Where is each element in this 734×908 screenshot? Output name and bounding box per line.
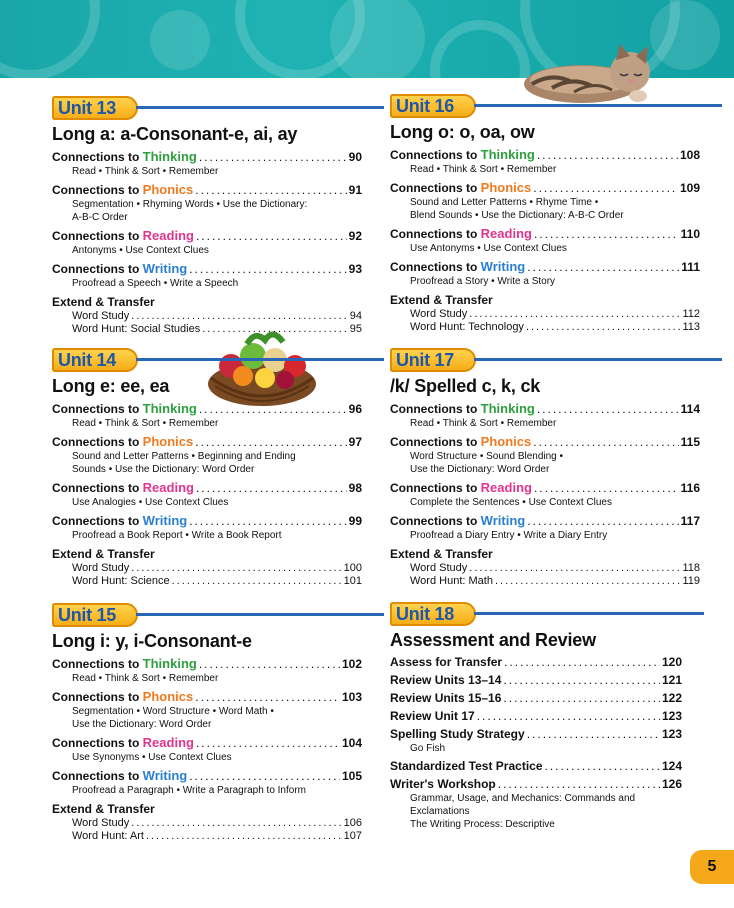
unit-tab: Unit 18 [390, 602, 476, 626]
toc-row[interactable]: Connections to Reading ..... 110 [390, 226, 700, 241]
swirl-decoration [0, 0, 100, 78]
circle-decoration [330, 0, 425, 78]
toc-row[interactable]: Connections to Thinking ..... 114 [390, 401, 700, 416]
unit-rows [390, 401, 700, 587]
toc-row[interactable]: Review Unit 17 ..... 123 [390, 709, 682, 723]
unit-tab: Unit 15 [52, 603, 138, 627]
unit-title: Assessment and Review [390, 630, 596, 650]
extend-heading: Extend & Transfer [52, 547, 155, 561]
toc-subtext: Proofread a Diary Entry • Write a Diary Entry [410, 530, 608, 541]
toc-row[interactable]: Review Units 15–16 ..... 122 [390, 691, 682, 705]
toc-subrow[interactable]: Word Study ..... 94 [72, 310, 362, 322]
toc-row[interactable]: Connections to Writing ..... 105 [52, 768, 362, 783]
toc-row[interactable]: Connections to Writing ..... 99 [52, 513, 362, 528]
toc-subrow[interactable]: Word Hunt: Math ..... 119 [410, 575, 700, 587]
toc-row[interactable]: Connections to Thinking ..... 102 [52, 656, 362, 671]
unit-title: Long i: y, i-Consonant-e [52, 631, 252, 651]
unit-rows [390, 147, 700, 333]
page-number: 5 [690, 850, 734, 884]
toc-row[interactable]: Writer's Workshop ..... 126 [390, 777, 682, 791]
toc-row[interactable]: Connections to Phonics ..... 91 [52, 182, 362, 197]
toc-row[interactable]: Connections to Phonics ..... 103 [52, 689, 362, 704]
toc-subrow[interactable]: Word Hunt: Art ..... 107 [72, 830, 362, 842]
unit-tab: Unit 16 [390, 94, 476, 118]
toc-subtext: Read • Think & Sort • Remember [410, 418, 557, 429]
toc-row[interactable]: Connections to Thinking ..... 96 [52, 401, 362, 416]
circle-decoration [150, 10, 210, 70]
toc-subrow[interactable]: Word Study ..... 106 [72, 817, 362, 829]
toc-row[interactable]: Connections to Writing ..... 93 [52, 261, 362, 276]
toc-row[interactable]: Connections to Writing ..... 111 [390, 259, 700, 274]
toc-subtext: Read • Think & Sort • Remember [72, 166, 219, 177]
divider [474, 104, 722, 107]
toc-row[interactable]: Assess for Transfer ..... 120 [390, 655, 682, 669]
toc-row[interactable]: Connections to Reading ..... 116 [390, 480, 700, 495]
toc-subtext: Proofread a Speech • Write a Speech [72, 278, 239, 289]
extend-heading: Extend & Transfer [52, 802, 155, 816]
toc-subrow[interactable]: Word Hunt: Science ..... 101 [72, 575, 362, 587]
unit-13-section [52, 96, 362, 335]
toc-row[interactable]: Standardized Test Practice ..... 124 [390, 759, 682, 773]
toc-row[interactable]: Connections to Phonics ..... 97 [52, 434, 362, 449]
toc-subrow[interactable]: Word Study ..... 118 [410, 562, 700, 574]
extend-heading: Extend & Transfer [390, 547, 493, 561]
unit-title: Long o: o, oa, ow [390, 122, 535, 142]
toc-row[interactable]: Connections to Reading ..... 104 [52, 735, 362, 750]
unit-rows [52, 656, 362, 842]
toc-subtext: Read • Think & Sort • Remember [410, 164, 557, 175]
toc-subtext: Sound and Letter Patterns • Beginning and Ending Sounds • Use the Dictionary: Word Order [72, 451, 296, 475]
toc-subtext: Go Fish [410, 743, 446, 754]
unit-16-section [390, 94, 700, 333]
unit-title: /k/ Spelled c, k, ck [390, 376, 541, 396]
toc-row[interactable]: Connections to Thinking ..... 90 [52, 149, 362, 164]
toc-subtext: Read • Think & Sort • Remember [72, 673, 219, 684]
unit-15-section [52, 603, 362, 842]
unit-rows [52, 149, 362, 335]
toc-row[interactable]: Connections to Reading ..... 98 [52, 480, 362, 495]
toc-subtext: Complete the Sentences • Use Context Clues [410, 497, 612, 508]
toc-subtext: Sound and Letter Patterns • Rhyme Time • Blend Sounds • Use the Dictionary: A-B-C Order [410, 197, 624, 221]
toc-subtext: Use Synonyms • Use Context Clues [72, 752, 232, 763]
toc-subtext: Grammar, Usage, and Mechanics: Commands and Exclamations The Writing Process: Descriptive [410, 793, 636, 830]
extend-heading: Extend & Transfer [52, 295, 155, 309]
toc-subtext: Antonyms • Use Context Clues [72, 245, 209, 256]
toc-row[interactable]: Connections to Phonics ..... 109 [390, 180, 700, 195]
toc-subrow[interactable]: Word Hunt: Technology ..... 113 [410, 321, 700, 333]
divider [474, 612, 704, 615]
toc-subtext: Use Analogies • Use Context Clues [72, 497, 229, 508]
toc-subrow[interactable]: Word Hunt: Social Studies ..... 95 [72, 323, 362, 335]
toc-row[interactable]: Connections to Writing ..... 117 [390, 513, 700, 528]
toc-subtext: Use Antonyms • Use Context Clues [410, 243, 567, 254]
divider [136, 613, 384, 616]
toc-row[interactable]: Connections to Phonics ..... 115 [390, 434, 700, 449]
unit-rows [390, 655, 682, 831]
toc-subtext: Proofread a Book Report • Write a Book Report [72, 530, 282, 541]
unit-title: Long e: ee, ea [52, 376, 170, 396]
unit-title: Long a: a-Consonant-e, ai, ay [52, 124, 298, 144]
divider [136, 358, 384, 361]
unit-tab: Unit 13 [52, 96, 138, 120]
toc-subtext: Segmentation • Word Structure • Word Math • Use the Dictionary: Word Order [72, 706, 274, 730]
divider [474, 358, 722, 361]
toc-row[interactable]: Connections to Thinking ..... 108 [390, 147, 700, 162]
unit-17-section [390, 348, 700, 587]
extend-heading: Extend & Transfer [390, 293, 493, 307]
toc-subrow[interactable]: Word Study ..... 112 [410, 308, 700, 320]
unit-14-section [52, 348, 362, 587]
toc-subtext: Read • Think & Sort • Remember [72, 418, 219, 429]
toc-row[interactable]: Review Units 13–14 ..... 121 [390, 673, 682, 687]
toc-row[interactable]: Connections to Reading ..... 92 [52, 228, 362, 243]
unit-18-section [390, 602, 682, 831]
toc-subtext: Word Structure • Sound Blending • Use the Dictionary: Word Order [410, 451, 564, 475]
unit-rows [52, 401, 362, 587]
toc-row[interactable]: Spelling Study Strategy ..... 123 [390, 727, 682, 741]
toc-subrow[interactable]: Word Study ..... 100 [72, 562, 362, 574]
unit-tab: Unit 17 [390, 348, 476, 372]
divider [136, 106, 384, 109]
toc-subtext: Segmentation • Rhyming Words • Use the Dictionary: A-B-C Order [72, 199, 308, 223]
toc-subtext: Proofread a Story • Write a Story [410, 276, 556, 287]
toc-subtext: Proofread a Paragraph • Write a Paragraph to Inform [72, 785, 306, 796]
unit-tab: Unit 14 [52, 348, 138, 372]
